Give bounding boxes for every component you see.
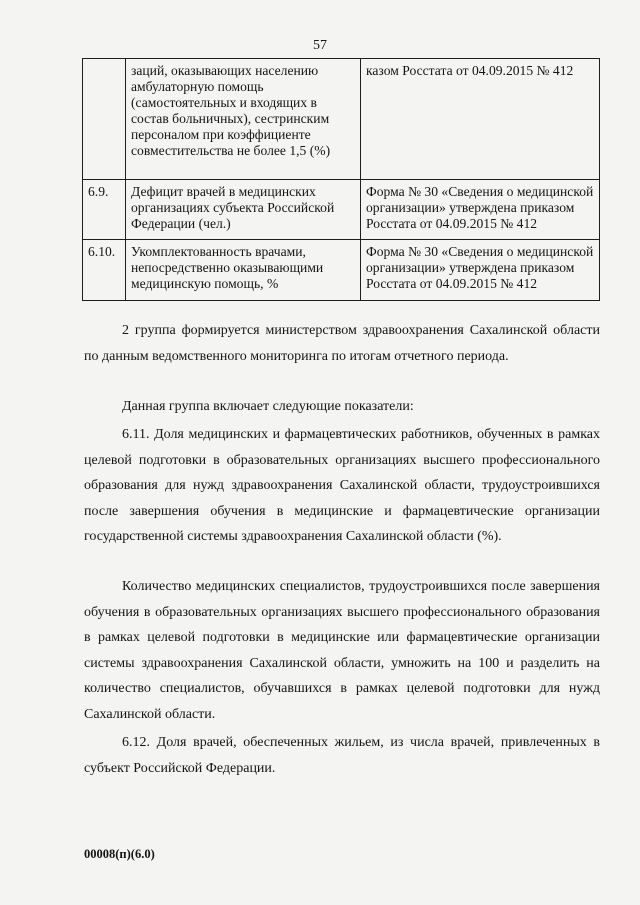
document-code: 00008(п)(6.0) — [84, 847, 155, 861]
paragraph-calculation-method: Количество медицинских специалистов, трудоустроившихся после завершения обучения в образовательных организациях высшего профессионального образования в рамках целевой подготовки в медицинские или фармацевтические организации системы здравоохранения Сахалинской области, умножить на 100 и разделить на количество специалистов, обучавшихся в рамках целевой подготовки для нужд Сахалинской области. — [84, 579, 600, 722]
row-number-cell — [83, 59, 126, 180]
indicator-6-11 — [84, 422, 600, 550]
paragraph-group-intro: 2 группа формируется министерством здравоохранения Сахалинской области по данным ведомственного мониторинга по итогам отчетного периода. — [84, 323, 600, 364]
table-row — [83, 240, 600, 301]
indicator-name-cell: Дефицит врачей в медицинских организациях субъекта Российской Федерации (чел.) — [126, 180, 361, 240]
paragraph-indicator-6-12: 6.12. Доля врачей, обеспеченных жильем, из числа врачей, привлеченных в субъект Российской Федерации. — [84, 735, 600, 776]
table-row — [83, 180, 600, 240]
data-source-cell: Форма № 30 «Сведения о медицинской организации» утверждена приказом Росстата от 04.09.2015 № 412 — [361, 180, 600, 240]
indicator-6-11-method — [84, 574, 600, 728]
data-source-cell: казом Росстата от 04.09.2015 № 412 — [361, 59, 600, 180]
paragraph-list-intro: Данная группа включает следующие показатели: — [122, 399, 414, 414]
row-number-cell: 6.9. — [83, 180, 126, 240]
indicators-table — [82, 58, 600, 301]
row-number-cell: 6.10. — [83, 240, 126, 301]
indicator-6-12 — [84, 730, 600, 781]
table-row — [83, 59, 600, 180]
group-list-intro — [84, 394, 600, 420]
indicator-name-cell: Укомплектованность врачами, непосредственно оказывающими медицинскую помощь, % — [126, 240, 361, 301]
page-number: 57 — [313, 38, 327, 53]
paragraph-indicator-6-11: 6.11. Доля медицинских и фармацевтических работников, обученных в рамках целевой подготовки в образовательных организациях высшего профессионального образования для нужд здравоохранения Сахалинской области, трудоустроившихся после завершения обучения в медицинские и фармацевтические организации государственной системы здравоохранения Сахалинской области (%). — [84, 427, 600, 545]
data-source-cell: Форма № 30 «Сведения о медицинской организации» утверждена приказом Росстата от 04.09.2015 № 412 — [361, 240, 600, 301]
indicator-name-cell: заций, оказывающих населению амбулаторную помощь (самостоятельных и входящих в состав больничных), сестринским персоналом при коэффициенте совместительства не более 1,5 (%) — [126, 59, 361, 180]
group-description — [84, 318, 600, 369]
